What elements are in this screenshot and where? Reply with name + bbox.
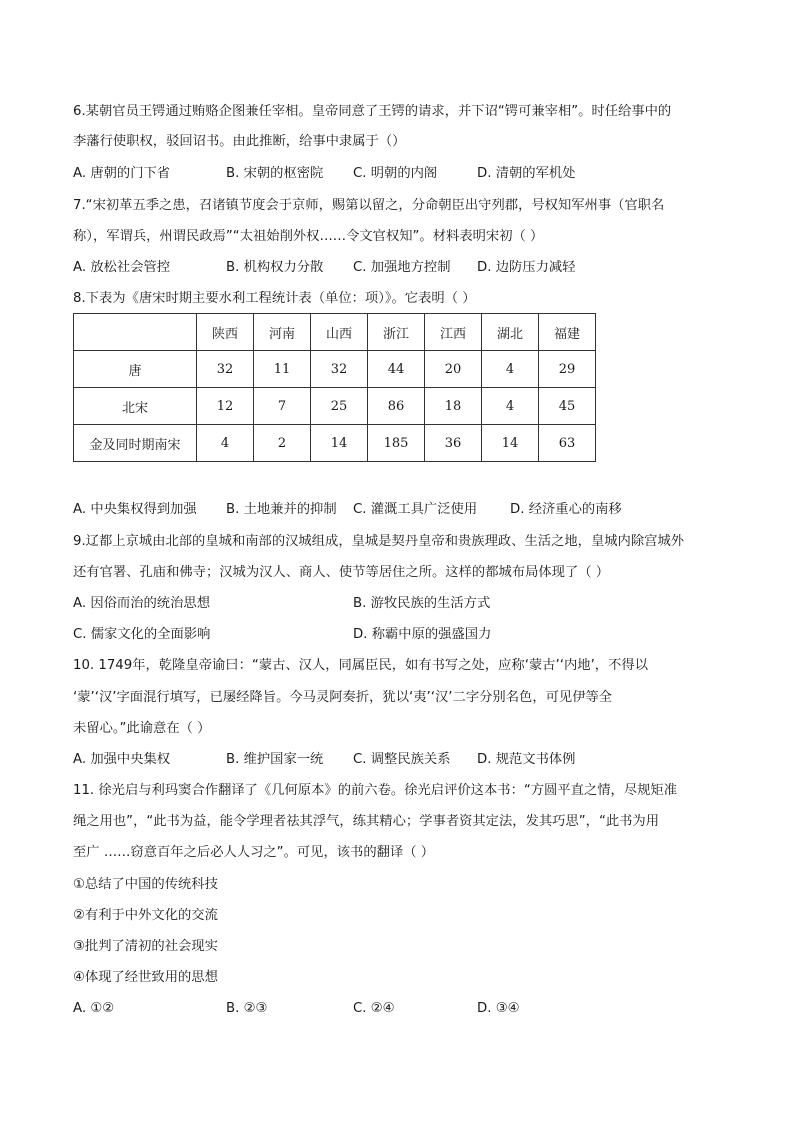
q7-option-c[interactable]: C. 加强地方控制 <box>353 260 451 275</box>
q11-stem-line3: 至广 ……窃意百年之后必人人习之”。可见，该书的翻译（ ） <box>73 845 435 860</box>
table-row-label: 金及同时期南宋 <box>74 425 197 462</box>
table-cell: 63 <box>539 425 596 462</box>
table-row <box>74 425 596 462</box>
table-row-label: 北宋 <box>74 388 197 425</box>
q11-option-d[interactable]: D. ③④ <box>477 1001 520 1016</box>
q9-option-d[interactable]: D. 称霸中原的强盛国力 <box>353 627 492 642</box>
q11-option-c[interactable]: C. ②④ <box>353 1001 395 1016</box>
q7-option-a[interactable]: A. 放松社会管控 <box>73 260 171 275</box>
q7-options <box>73 258 723 278</box>
q6-option-c[interactable]: C. 明朝的内阁 <box>353 166 438 181</box>
table-header-cell: 河南 <box>254 314 311 351</box>
q11-item-3: ③批判了清初的社会现实 <box>73 939 218 954</box>
q9-options-row2 <box>73 625 723 645</box>
table-cell: 86 <box>368 388 425 425</box>
table-header-cell: 陕西 <box>197 314 254 351</box>
irrigation-table <box>73 313 596 462</box>
table-cell: 4 <box>482 388 539 425</box>
table-header-cell: 福建 <box>539 314 596 351</box>
q11-option-a[interactable]: A. ①② <box>73 1001 115 1016</box>
table-cell: 7 <box>254 388 311 425</box>
table-cell: 12 <box>197 388 254 425</box>
table-cell: 185 <box>368 425 425 462</box>
table-cell: 32 <box>311 351 368 388</box>
q11-stem-line2: 绳之用也”，“此书为益，能令学理者祛其浮气，练其精心；学事者资其定法，发其巧思”，“此书为用 <box>73 814 660 829</box>
q7-option-b[interactable]: B. 机构权力分散 <box>226 260 324 275</box>
q11-item-1: ①总结了中国的传统科技 <box>73 877 218 892</box>
q9-option-b[interactable]: B. 游牧民族的生活方式 <box>353 596 491 611</box>
table-cell: 44 <box>368 351 425 388</box>
q10-option-b[interactable]: B. 维护国家一统 <box>226 752 324 767</box>
table-header-row <box>74 314 596 351</box>
table-header-cell: 湖北 <box>482 314 539 351</box>
table-cell: 32 <box>197 351 254 388</box>
q9-option-c[interactable]: C. 儒家文化的全面影响 <box>73 627 211 642</box>
q6-stem-line2: 李藩行使职权，驳回诏书。由此推断，给事中隶属于（） <box>73 134 406 149</box>
q8-option-a[interactable]: A. 中央集权得到加强 <box>73 502 197 517</box>
q10-option-d[interactable]: D. 规范文书体例 <box>477 752 576 767</box>
table-cell: 25 <box>311 388 368 425</box>
table-row-label: 唐 <box>74 351 197 388</box>
table-cell: 4 <box>197 425 254 462</box>
q9-option-a[interactable]: A. 因俗而治的统治思想 <box>73 596 210 611</box>
table-cell: 14 <box>482 425 539 462</box>
table-cell: 11 <box>254 351 311 388</box>
q8-option-d[interactable]: D. 经济重心的南移 <box>510 502 622 517</box>
q8-options <box>73 500 723 520</box>
q7-option-d[interactable]: D. 边防压力减轻 <box>477 260 576 275</box>
table-cell: 45 <box>539 388 596 425</box>
q9-options-row1 <box>73 594 723 614</box>
table-corner-cell <box>74 314 197 351</box>
table-cell: 14 <box>311 425 368 462</box>
q7-stem-line2: 称），军谓兵，州谓民政焉”“太祖始削外权……令文官权知”。材料表明宋初（ ） <box>73 229 544 244</box>
table-cell: 4 <box>482 351 539 388</box>
table-cell: 2 <box>254 425 311 462</box>
table-header-cell: 山西 <box>311 314 368 351</box>
q10-option-a[interactable]: A. 加强中央集权 <box>73 752 171 767</box>
q10-stem-line2: ‘蒙’‘汉’字面混行填写，已屡经降旨。今马灵阿奏折，犹以‘夷’‘汉’二字分别名色，可见伊等全 <box>73 690 613 705</box>
q9-stem-line1: 9.辽都上京城由北部的皇城和南部的汉城组成，皇城是契丹皇帝和贵族理政、生活之地，皇城内除宫城外 <box>73 534 685 549</box>
q8-option-b[interactable]: B. 土地兼并的抑制 <box>226 502 337 517</box>
q6-options <box>73 164 723 184</box>
table-cell: 36 <box>425 425 482 462</box>
table-cell: 29 <box>539 351 596 388</box>
q11-item-2: ②有利于中外文化的交流 <box>73 908 218 923</box>
table-cell: 20 <box>425 351 482 388</box>
q7-stem-line1: 7.“宋初革五季之患，召诸镇节度会于京师，赐第以留之，分命朝臣出守列郡，号权知军州事（官职名 <box>73 198 665 213</box>
q10-stem-line3: 未留心。”此谕意在（ ） <box>73 721 211 736</box>
q6-option-d[interactable]: D. 清朝的军机处 <box>477 166 576 181</box>
table-header-cell: 江西 <box>425 314 482 351</box>
q8-stem: 8.下表为《唐宋时期主要水利工程统计表（单位：项）》。它表明（ ） <box>73 291 476 306</box>
q6-option-b[interactable]: B. 宋朝的枢密院 <box>226 166 324 181</box>
q10-option-c[interactable]: C. 调整民族关系 <box>353 752 451 767</box>
table-header-cell: 浙江 <box>368 314 425 351</box>
q11-options <box>73 999 723 1019</box>
q8-option-c[interactable]: C. 灌溉工具广泛使用 <box>353 502 478 517</box>
q11-option-b[interactable]: B. ②③ <box>226 1001 268 1016</box>
q11-stem-line1: 11. 徐光启与利玛窦合作翻译了《几何原本》的前六卷。徐光启评价这本书：“方圆平直之情，尽规矩准 <box>73 783 678 798</box>
q10-stem-line1: 10. 1749年，乾隆皇帝谕曰：“蒙古、汉人，同属臣民，如有书写之处，应称‘蒙古’‘内地’，不得以 <box>73 658 648 673</box>
q10-options <box>73 750 723 770</box>
table-row <box>74 388 596 425</box>
q9-stem-line2: 还有官署、孔庙和佛寺；汉城为汉人、商人、使节等居住之所。这样的都城布局体现了（ ） <box>73 565 610 580</box>
table-row <box>74 351 596 388</box>
table-cell: 18 <box>425 388 482 425</box>
q6-stem-line1: 6.某朝官员王锷通过贿赂企图兼任宰相。皇帝同意了王锷的请求，并下诏“锷可兼宰相”。时任给事中的 <box>73 104 672 119</box>
q6-option-a[interactable]: A. 唐朝的门下省 <box>73 166 171 181</box>
q11-item-4: ④体现了经世致用的思想 <box>73 970 218 985</box>
